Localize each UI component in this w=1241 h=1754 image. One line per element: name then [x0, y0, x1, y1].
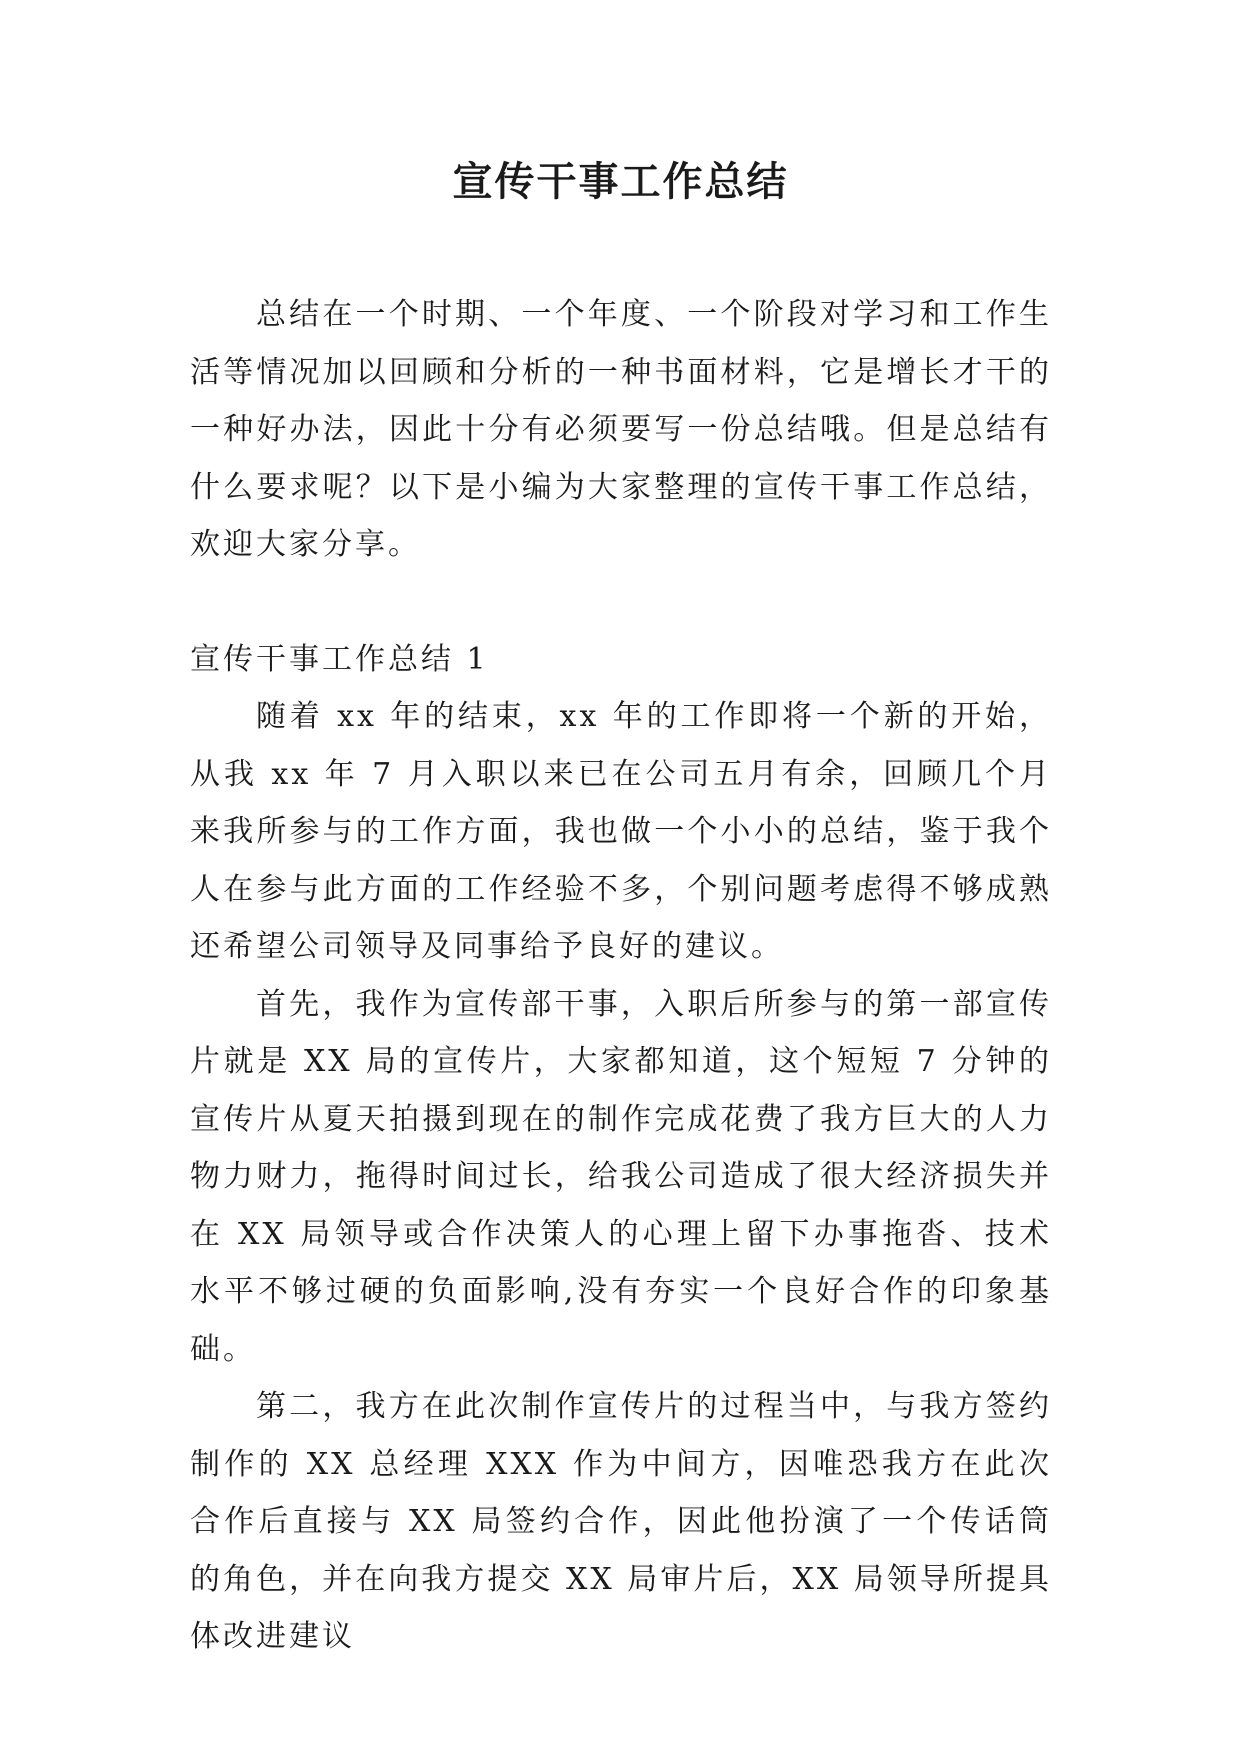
body-paragraph-1: 随着 xx 年的结束，xx 年的工作即将一个新的开始，从我 xx 年 7 月入职以来已在公司五月有余，回顾几个月来我所参与的工作方面，我也做一个小小的总结，鉴于我个人在参与此方面的工作经验不多，个别问题考虑得不够成熟还希望公司领导及同事给予良好的建议。 — [190, 699, 1052, 964]
body-paragraph-3: 第二，我方在此次制作宣传片的过程当中，与我方签约制作的 XX 总经理 XXX 作为中间方，因唯恐我方在此次合作后直接与 XX 局签约合作，因此他扮演了一个传话筒的角色，并在向我方提交 XX 局审片后，XX 局领导所提具体改进建议 — [190, 1389, 1052, 1654]
body-paragraph-2: 首先，我作为宣传部干事，入职后所参与的第一部宣传片就是 XX 局的宣传片，大家都知道，这个短短 7 分钟的宣传片从夏天拍摄到现在的制作完成花费了我方巨大的人力物力财力，拖得时间过长，给我公司造成了很大经济损失并在 XX 局领导或合作决策人的心理上留下办事拖沓、技术水平不够过硬的负面影响,没有夯实一个良好合作的印象基础。 — [190, 986, 1052, 1367]
document-title: 宣传干事工作总结 — [452, 158, 789, 205]
document-body — [190, 286, 1052, 1666]
section-heading: 宣传干事工作总结 1 — [190, 641, 489, 677]
paragraph-spacer — [190, 574, 1052, 631]
intro-paragraph: 总结在一个时期、一个年度、一个阶段对学习和工作生活等情况加以回顾和分析的一种书面材料，它是增长才干的一种好办法，因此十分有必须要写一份总结哦。但是总结有什么要求呢？以下是小编为大家整理的宣传干事工作总结，欢迎大家分享。 — [190, 297, 1052, 562]
